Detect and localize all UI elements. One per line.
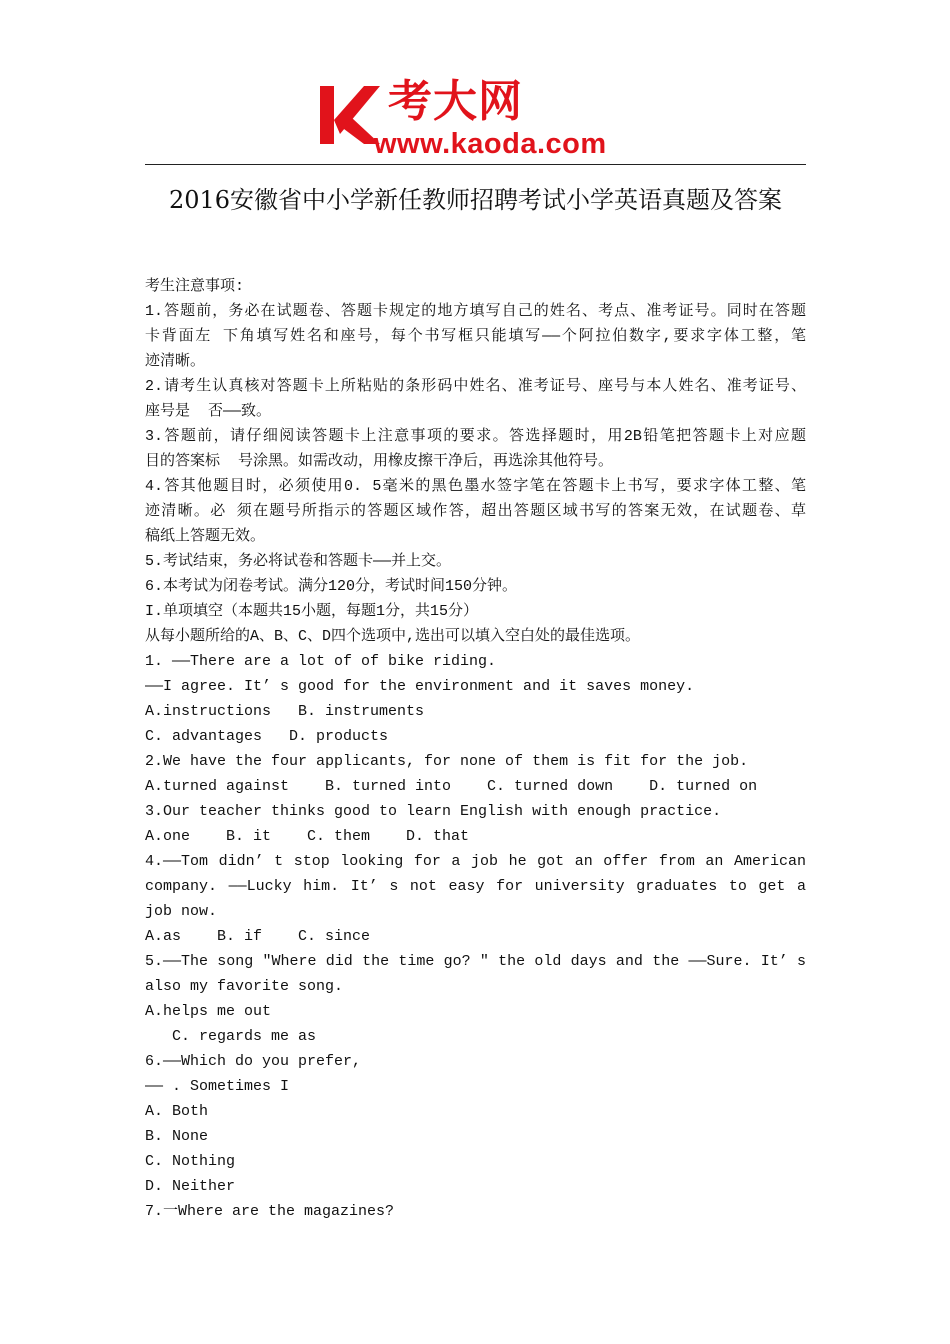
text-line: job now.: [145, 903, 218, 920]
text-line: 1. ——There are a lot of of bike riding.: [145, 653, 497, 670]
text-line: company. ——Lucky him. It’ s not easy for university graduates to get a: [145, 878, 806, 895]
text-line: A.turned against B. turned into C. turned down D. turned on: [145, 778, 758, 795]
text-line: A.instructions B. instruments: [145, 703, 425, 720]
text-line: —— . Sometimes I: [145, 1078, 290, 1095]
logo-chinese-text: 考大网: [388, 76, 523, 127]
text-line: A. Both: [145, 1103, 209, 1120]
text-line: 座号是 否——致。: [145, 403, 272, 420]
text-line: D. Neither: [145, 1178, 236, 1195]
text-line: C. Nothing: [145, 1153, 236, 1170]
text-line: 卡背面左 下角填写姓名和座号，每个书写框只能填写——个阿拉伯数字,要求字体工整，笔: [145, 328, 806, 345]
text-line: 1.答题前，务必在试题卷、答题卡规定的地方填写自己的姓名、考点、准考证号。同时在答题: [145, 303, 806, 320]
text-line: 3.答题前，请仔细阅读答题卡上注意事项的要求。答选择题时，用2B铅笔把答题卡上对应题: [145, 428, 806, 445]
text-line: 2.We have the four applicants, for none of them is fit for the job.: [145, 753, 749, 770]
text-line: A.as B. if C. since: [145, 928, 371, 945]
text-line: 迹清晰。: [145, 353, 206, 370]
text-line: ——I agree. It’ s good for the environment and it saves money.: [145, 678, 695, 695]
text-line: C. advantages D. products: [145, 728, 389, 745]
header-divider: [145, 164, 806, 165]
text-line: 7.一Where are the magazines?: [145, 1203, 395, 1220]
text-line: A.one B. it C. them D. that: [145, 828, 470, 845]
document-title: 2016安徽省中小学新任教师招聘考试小学英语真题及答案: [168, 186, 783, 214]
text-line: 6.本考试为闭卷考试。满分120分，考试时间150分钟。: [145, 578, 518, 595]
kaoda-logo: [318, 76, 638, 160]
text-line: also my favorite song.: [145, 978, 344, 995]
text-line: 4.——Tom didn’ t stop looking for a job he got an offer from an American: [145, 853, 806, 870]
text-line: A.helps me out: [145, 1003, 272, 1020]
text-line: C. regards me as: [145, 1028, 317, 1045]
text-line: 2.请考生认真核对答题卡上所粘贴的条形码中姓名、准考证号、座号与本人姓名、准考证号、: [145, 378, 806, 395]
text-line: 6.——Which do you prefer,: [145, 1053, 362, 1070]
text-line: 目的答案标 号涂黑。如需改动，用橡皮擦干净后，再选涂其他符号。: [145, 453, 614, 470]
logo-url-text: www.kaoda.com: [374, 128, 607, 160]
k-letter-icon: [318, 84, 382, 148]
text-line: 考生注意事项:: [145, 278, 245, 295]
text-line: I.单项填空（本题共15小题，每题1分，共15分）: [145, 603, 479, 620]
text-line: B. None: [145, 1128, 209, 1145]
text-line: 迹清晰。必 须在题号所指示的答题区域作答，超出答题区域书写的答案无效，在试题卷、草: [145, 503, 806, 520]
text-line: 3.Our teacher thinks good to learn English with enough practice.: [145, 803, 722, 820]
text-line: 稿纸上答题无效。: [145, 528, 266, 545]
text-line: 4.答其他题目时，必须使用0. 5毫米的黑色墨水签字笔在答题卡上书写，要求字体工整、笔: [145, 478, 806, 495]
text-line: 5.——The song "Where did the time go? " the old days and the ——Sure. It’ s: [145, 953, 806, 970]
text-line: 从每小题所给的A、B、C、D四个选项中,选出可以填入空白处的最佳选项。: [145, 628, 641, 645]
text-line: 5.考试结束，务必将试卷和答题卡——并上交。: [145, 553, 452, 570]
document-body: [145, 274, 806, 1224]
